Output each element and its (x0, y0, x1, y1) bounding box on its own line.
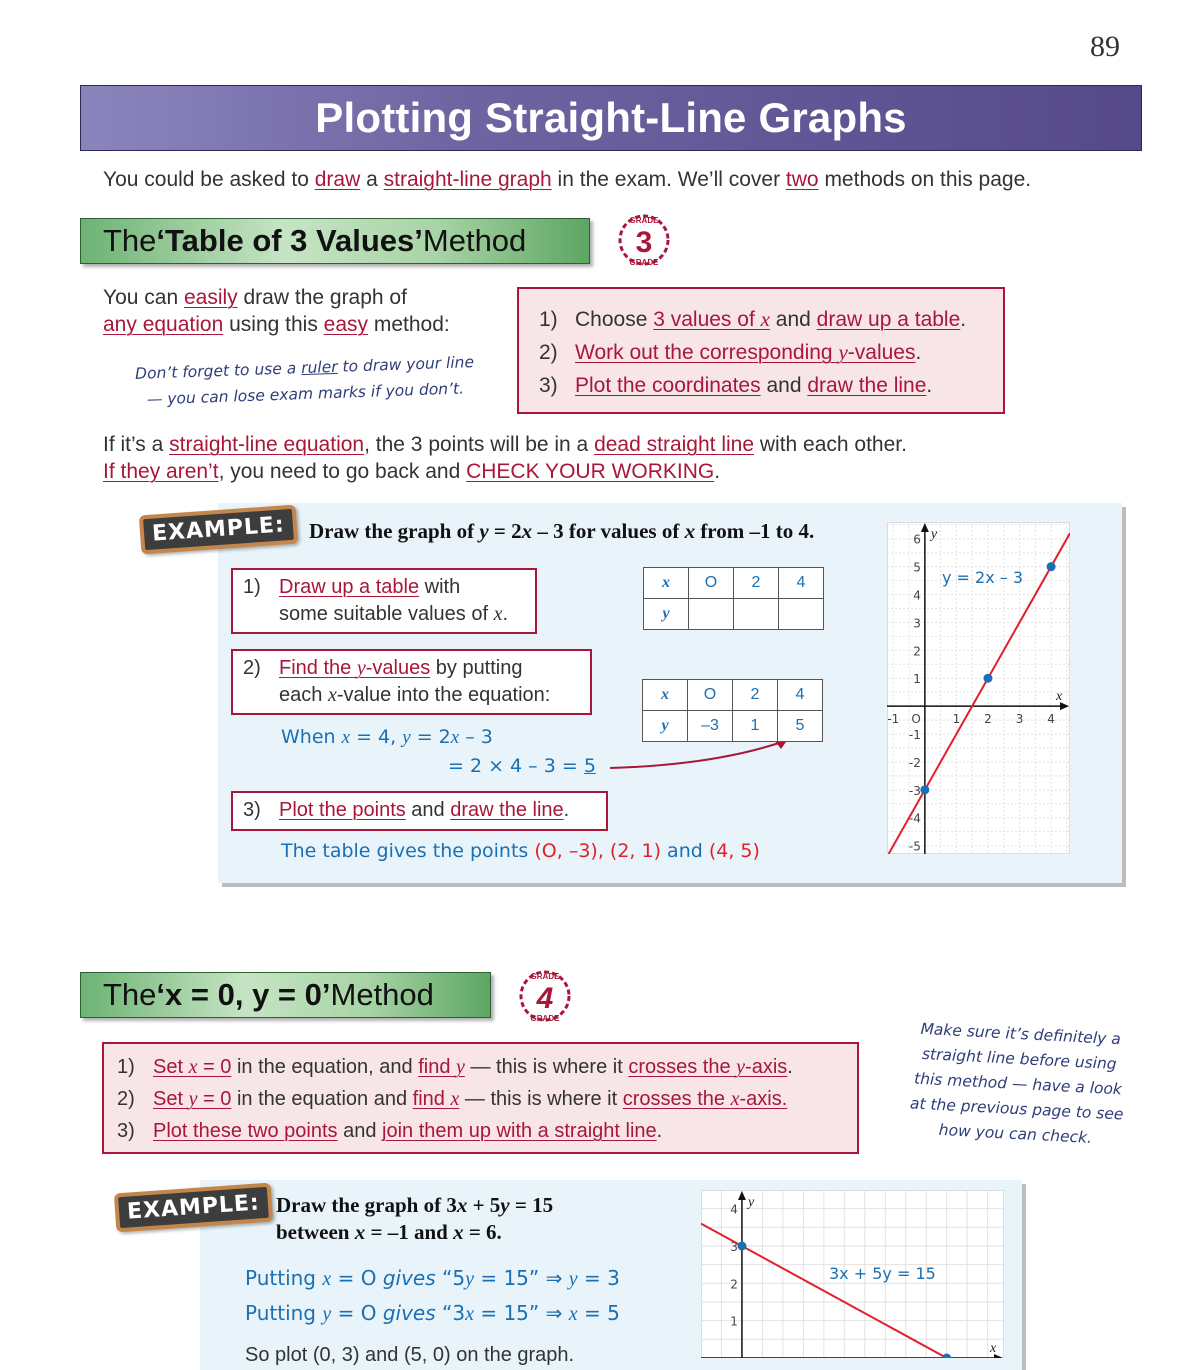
title-banner (80, 85, 1142, 151)
step-text: and (760, 374, 808, 397)
y-tick-label: -3 (908, 783, 921, 798)
step-item (117, 1051, 857, 1083)
step-text: x (327, 684, 337, 706)
p: = O (331, 1301, 383, 1325)
grade-3-label-top: GRADE (629, 216, 659, 225)
table-cell: x (643, 680, 688, 711)
y-axis-label: y (747, 1195, 755, 1210)
w: = 2 × 4 – 3 = (448, 755, 584, 777)
chk-t2: , the 3 points will be in a (364, 433, 595, 456)
t: Draw the graph of 3 (276, 1193, 457, 1217)
ex1-t: y (479, 519, 489, 543)
table-cell: O (688, 680, 733, 711)
r: (4, 5) (708, 840, 760, 862)
y-tick-label: 1 (730, 1314, 738, 1329)
heading-pre: The (103, 977, 157, 1012)
grade-4-number: 4 (536, 982, 554, 1015)
line-equation-label: y = 2x – 3 (942, 568, 1024, 587)
step-u: Plot the coordinates (575, 374, 761, 397)
section2-heading (80, 972, 491, 1018)
y-tick-label: 3 (913, 616, 921, 631)
t: + 5 (467, 1193, 501, 1217)
p: Putting (245, 1266, 323, 1290)
step-text: some suitable values of (279, 603, 494, 625)
p: x (465, 1303, 474, 1325)
step-text: . (960, 308, 967, 331)
step-u: -values (365, 657, 431, 679)
p: = O (331, 1266, 383, 1290)
step-number: 2) (117, 1088, 135, 1110)
straight-line-note (895, 1016, 1141, 1153)
w: – 3 (459, 726, 493, 748)
intro-t2: a (360, 168, 384, 191)
origin-label: O (911, 712, 921, 727)
line-equation-label: 3x + 5y = 15 (829, 1264, 936, 1283)
value-table-empty (643, 567, 824, 630)
example1-title (309, 518, 814, 545)
step-item (539, 369, 1003, 402)
table-cell: 2 (733, 680, 778, 711)
intro-t3: in the exam. We’ll cover (551, 168, 786, 191)
step-underline (653, 308, 770, 331)
p: y (322, 1303, 332, 1325)
data-point (983, 674, 992, 683)
plot-instruction: So plot (0, 3) and (5, 0) on the graph. (245, 1344, 575, 1366)
step-underline (575, 341, 915, 364)
step-text: by putting (430, 657, 523, 679)
ex1-t: from –1 to 4. (695, 519, 815, 543)
ex1-t: x (521, 519, 533, 543)
x-tick-label: 2 (984, 712, 992, 727)
w: x (341, 727, 351, 748)
table-cell: O (689, 568, 734, 599)
data-point (920, 785, 929, 794)
note-line: straight line before using (921, 1044, 1118, 1074)
step-item (117, 1115, 857, 1147)
s: in the equation and (231, 1088, 413, 1110)
intro-t1: You could be asked to (103, 168, 315, 191)
s1p-t3: using this (223, 313, 324, 336)
s: = 0 (197, 1056, 232, 1078)
r: (O, –3) (534, 840, 598, 862)
step-number: 2) (539, 341, 558, 364)
s: Plot these two points (153, 1120, 338, 1142)
step-item (117, 1083, 857, 1115)
putting-line2 (245, 1301, 620, 1326)
r: (2, 1) (609, 840, 662, 862)
w: 5 (583, 755, 596, 777)
p: y (465, 1268, 474, 1290)
ex1-t: x (684, 519, 696, 543)
step-item (539, 303, 1003, 336)
chk-t4: , you need to go back and (218, 460, 467, 483)
data-point (737, 1242, 746, 1251)
heading-pre: The (103, 223, 157, 258)
step-number: 2) (243, 657, 261, 679)
step-u: -values (847, 341, 916, 364)
intro-u1: draw (314, 168, 361, 191)
grade-4-label-bottom: GRADE (530, 1014, 560, 1023)
step-text: with (419, 576, 461, 598)
s: crosses the (622, 1088, 731, 1110)
page-title: Plotting Straight-Line Graphs (315, 94, 907, 141)
chk-u2: dead straight line (594, 433, 755, 456)
note-u1: ruler (300, 357, 338, 378)
s: x (450, 1088, 460, 1110)
example1-step2 (231, 649, 592, 715)
step-u: 3 values of (653, 308, 761, 331)
heading-post: Method (330, 977, 434, 1012)
table-cell: 2 (734, 568, 779, 599)
table-cell: x (644, 568, 689, 599)
step-text: and (405, 799, 451, 821)
table-cell: 4 (778, 680, 823, 711)
p: x (322, 1268, 332, 1290)
note-line: at the previous page to see (909, 1094, 1124, 1124)
result-points (281, 840, 760, 862)
s: y (188, 1088, 198, 1110)
s: — this is where it (464, 1056, 629, 1078)
t: = –1 and (365, 1220, 454, 1244)
step-u: Work out the corresponding (575, 341, 839, 364)
chk-t3: with each other. (754, 433, 907, 456)
w: = 2 (410, 726, 451, 748)
step-ui: x (760, 307, 770, 331)
graph-y-2x-3 (887, 522, 1070, 854)
y-tick-label: -4 (908, 811, 921, 826)
table-cell: y (643, 711, 688, 742)
step-u: draw up a table (816, 308, 961, 331)
s: crosses the (628, 1056, 737, 1078)
s: — this is where it (459, 1088, 623, 1110)
y-tick-label: -5 (908, 839, 921, 854)
ex1-t: = 2 (488, 519, 522, 543)
s: x (188, 1056, 198, 1078)
step-underline (413, 1088, 460, 1110)
data-point (1047, 562, 1056, 571)
s1p-u2: any equation (103, 313, 224, 336)
grade-3-stamp-icon (614, 210, 674, 270)
s: Set (153, 1088, 189, 1110)
s: . (787, 1056, 793, 1078)
p: “3 (435, 1301, 466, 1325)
p: y (568, 1268, 578, 1290)
t: between (276, 1220, 355, 1244)
s: find (412, 1088, 451, 1110)
s: = 0 (197, 1088, 232, 1110)
step-text: . (563, 799, 570, 821)
s: Set (153, 1056, 189, 1078)
step-u: Plot the points (279, 799, 406, 821)
step-underline (623, 1088, 788, 1110)
step-text: each (279, 684, 328, 706)
table-cell: 1 (733, 711, 778, 742)
x-tick-label: 3 (1015, 712, 1024, 727)
note-t2: to draw your line (337, 353, 475, 376)
p: Putting (245, 1301, 323, 1325)
table-cell: –3 (688, 711, 733, 742)
t: x (456, 1193, 468, 1217)
y-tick-label: 1 (913, 672, 921, 687)
ex1-t: – 3 for values of (532, 519, 685, 543)
step-number: 3) (117, 1120, 135, 1142)
working-line1 (281, 726, 493, 749)
putting-line1 (245, 1266, 620, 1291)
intro-t4: methods on this page. (818, 168, 1032, 191)
y-axis-label: y (930, 527, 938, 542)
y-tick-label: 2 (730, 1277, 738, 1292)
note-line: how you can check. (938, 1120, 1093, 1147)
y-tick-label: 4 (730, 1202, 738, 1217)
working-line2 (448, 755, 596, 777)
section2-steps (102, 1042, 859, 1154)
chk-u1: straight-line equation (169, 433, 365, 456)
x-tick-label: 4 (1047, 712, 1055, 727)
s: y (456, 1056, 465, 1078)
ruler-note (129, 349, 481, 413)
s: . (656, 1120, 663, 1142)
p: = 3 (577, 1266, 620, 1290)
r: The table gives the points (281, 840, 535, 862)
intro-text (103, 168, 1031, 192)
step-text: and (769, 308, 817, 331)
intro-u3: two (785, 168, 819, 191)
step-text: x (493, 603, 503, 625)
w: When (281, 726, 342, 748)
x-tick-label: -1 (887, 712, 900, 727)
s1p-t4: method: (368, 313, 450, 336)
heading-bold: ‘Table of 3 Values’ (156, 223, 423, 258)
value-table-filled (642, 679, 823, 742)
p: = 15” ⇒ (473, 1266, 569, 1290)
t: y (500, 1193, 510, 1217)
example1-step1 (231, 568, 537, 634)
table-cell (689, 599, 734, 630)
step-u: draw the line (450, 799, 564, 821)
s1p-t2: draw the graph of (237, 286, 407, 309)
ex1-t: Draw the graph of (309, 519, 480, 543)
x-tick-label: 1 (952, 712, 961, 727)
note-t3: — you can lose exam marks if you don’t. (146, 379, 465, 409)
y-tick-label: 6 (913, 532, 921, 547)
table-cell (734, 599, 779, 630)
step-ui: y (838, 340, 848, 364)
step-text: . (915, 341, 922, 364)
p: = 15” ⇒ (473, 1301, 569, 1325)
y-axis-arrow-icon (738, 1191, 746, 1200)
s: and (337, 1120, 383, 1142)
p: x (568, 1303, 578, 1325)
s1p-t1: You can (103, 286, 184, 309)
t: x (453, 1220, 464, 1244)
s: -axis. (739, 1088, 788, 1110)
data-point (942, 1354, 951, 1359)
example1-step3 (231, 791, 608, 831)
w: x (450, 727, 460, 748)
x-axis-label: x (1056, 689, 1063, 705)
step-text: Choose (575, 308, 654, 331)
step-u: Find the (279, 657, 357, 679)
table-cell: 5 (778, 711, 823, 742)
chk-u4: CHECK YOUR WORKING (466, 460, 715, 483)
w: y (402, 727, 411, 748)
example1-badge: EXAMPLE: (139, 505, 298, 555)
s1p-u1: easily (183, 286, 238, 309)
grade-3-label-bottom: GRADE (629, 258, 659, 267)
r: , (597, 840, 610, 862)
heading-post: Method (422, 223, 527, 258)
r: and (661, 840, 709, 862)
p: “5 (435, 1266, 466, 1290)
step-underline (628, 1056, 787, 1078)
section1-intro (103, 284, 503, 338)
section1-heading (80, 218, 590, 264)
y-tick-label: -1 (908, 728, 921, 743)
grade-4-label-top: GRADE (530, 972, 560, 981)
y-tick-label: 4 (913, 588, 921, 603)
step-number: 1) (117, 1056, 135, 1078)
intro-u2: straight-line graph (383, 168, 552, 191)
x-axis-label: x (990, 1341, 997, 1356)
step-underline (418, 1056, 465, 1078)
step-ui: y (356, 657, 366, 679)
p: = 5 (577, 1301, 620, 1325)
table-cell: 4 (779, 568, 824, 599)
step-u: draw the line (807, 374, 927, 397)
example2-badge: EXAMPLE: (114, 1183, 273, 1233)
step-text: . (502, 603, 509, 625)
y-tick-label: 5 (913, 560, 921, 575)
step-underline (153, 1056, 231, 1078)
y-tick-label: 3 (730, 1240, 738, 1254)
step-underline (153, 1088, 231, 1110)
step-number: 1) (243, 576, 261, 598)
step-number: 3) (243, 799, 261, 821)
page-number: 89 (1090, 30, 1120, 63)
grade-3-number: 3 (635, 226, 653, 259)
step-text: -value into the equation: (336, 684, 551, 706)
s1p-u3: easy (323, 313, 369, 336)
step-underline (279, 657, 430, 679)
t: x (354, 1220, 366, 1244)
s: find (418, 1056, 457, 1078)
s: join them up with a straight line (382, 1120, 657, 1142)
s: in the equation, and (231, 1056, 419, 1078)
w: = 4, (350, 726, 403, 748)
step-u: Draw up a table (279, 576, 420, 598)
y-tick-label: 2 (913, 644, 921, 659)
s: y (736, 1056, 746, 1078)
table-cell: y (644, 599, 689, 630)
t: = 6. (463, 1220, 502, 1244)
example2-title (276, 1192, 553, 1246)
note-line: Make sure it’s definitely a (920, 1019, 1122, 1049)
step-text: . (926, 374, 933, 397)
chk-t1: If it’s a (103, 433, 170, 456)
step-item (539, 336, 1003, 369)
chk-u3: If they aren’t (103, 460, 219, 483)
s: x (730, 1088, 740, 1110)
graph-3x-5y-15 (701, 1190, 1004, 1358)
note-t1: Don’t forget to use a (134, 359, 302, 383)
p: gives (382, 1266, 436, 1290)
y-tick-label: -2 (908, 755, 921, 770)
note-line: this method — have a look (913, 1069, 1123, 1099)
step-number: 3) (539, 374, 558, 397)
s: -axis (745, 1056, 788, 1078)
t: = 15 (509, 1193, 554, 1217)
p: gives (382, 1301, 436, 1325)
table-cell (779, 599, 824, 630)
step-number: 1) (539, 308, 558, 331)
check-working-text (103, 431, 1003, 485)
heading-bold: ‘x = 0, y = 0’ (156, 977, 331, 1012)
chk-t5: . (714, 460, 721, 483)
grade-4-stamp-icon (515, 966, 575, 1026)
section1-steps (517, 287, 1005, 414)
